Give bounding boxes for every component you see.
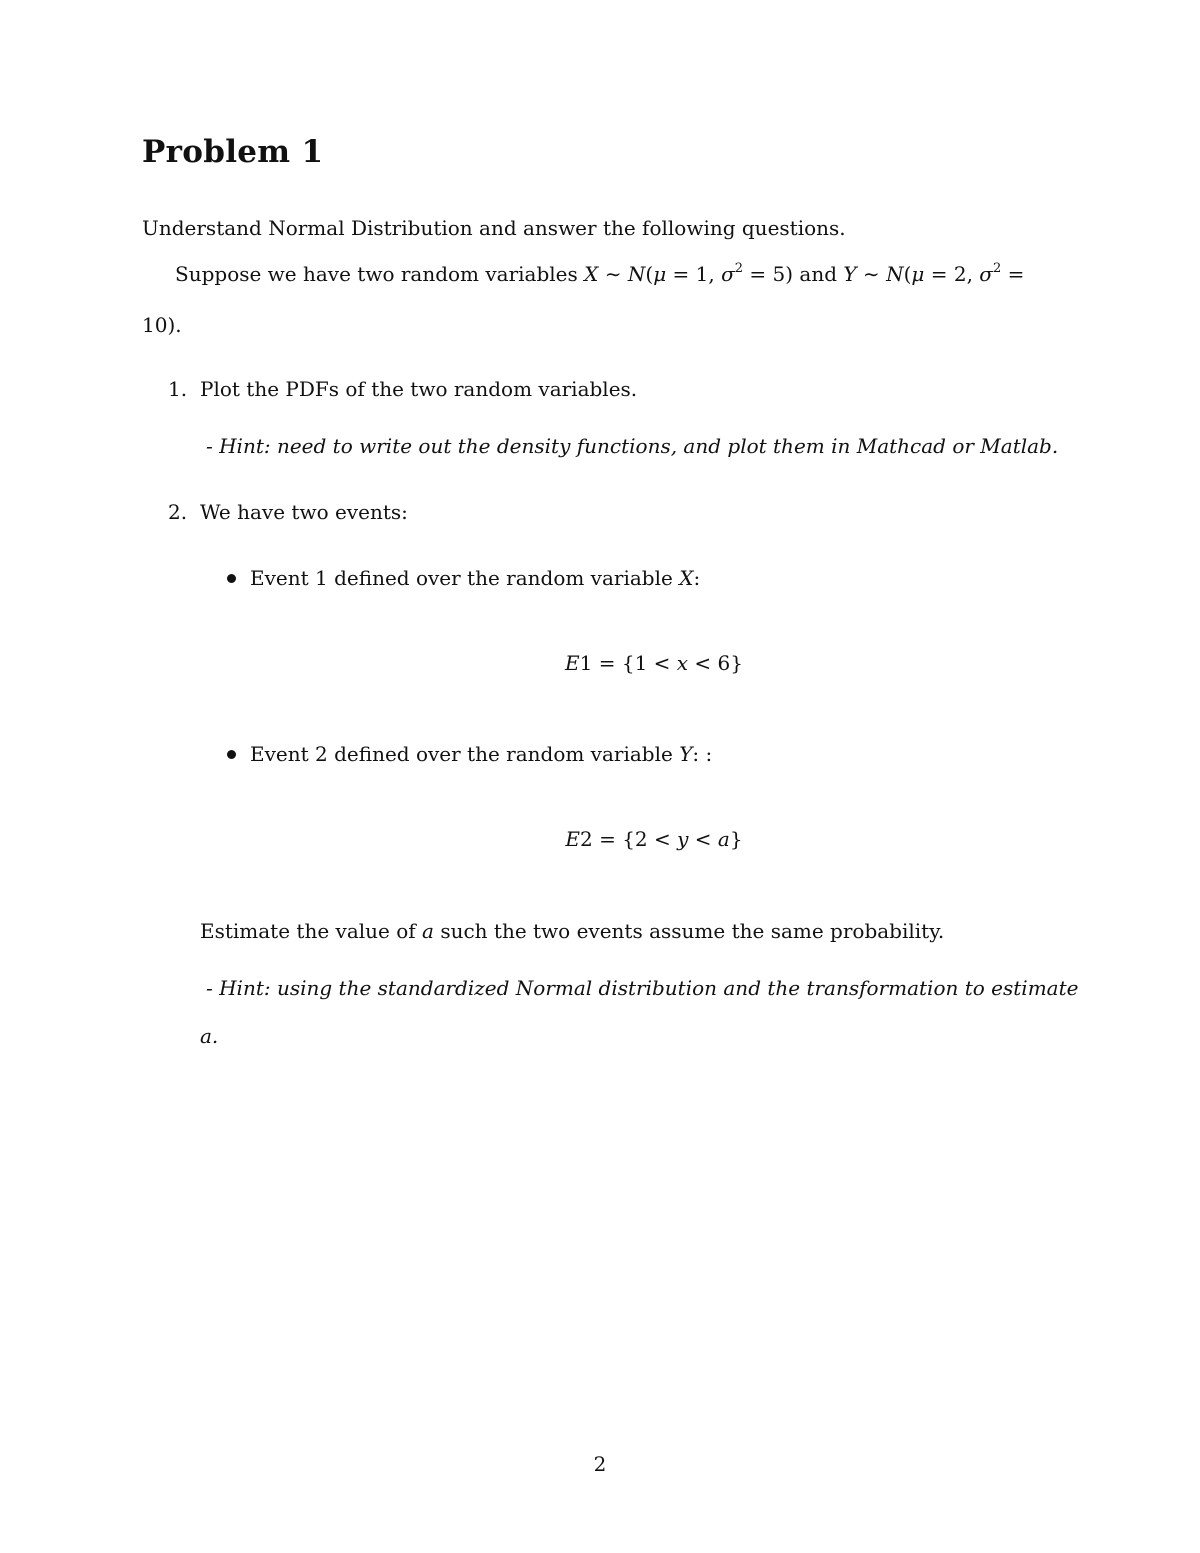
bullet-icon (227, 574, 236, 583)
event2-item (227, 742, 712, 766)
eq1-tail: < 6} (688, 651, 743, 675)
q2-number: 2. (168, 500, 188, 524)
mu-symbol: μ (911, 262, 925, 286)
estimate-line (200, 919, 944, 943)
eq2-mid: < (688, 827, 718, 851)
setup-line (175, 262, 1024, 290)
bullet-icon (227, 750, 236, 759)
sim-symbol: ∼ (856, 262, 887, 286)
q2-text: We have two events: (200, 500, 408, 524)
eq-part: = 2, (924, 262, 980, 286)
paren: ( (645, 262, 654, 286)
sigma-symbol: σ (721, 262, 735, 286)
eq-part: = 5) and (743, 262, 844, 286)
paren: ( (903, 262, 912, 286)
q1-text: Plot the PDFs of the two random variables. (200, 377, 638, 401)
event2-tail: : : (692, 742, 713, 766)
var-x: X (584, 262, 599, 286)
eq2-num: 2 = {2 < (580, 827, 678, 851)
event2-equation (0, 827, 1200, 851)
event1-equation (0, 651, 1200, 675)
normal-n: N (627, 262, 646, 286)
eq1-num: 1 = {1 < (579, 651, 677, 675)
intro-text: Understand Normal Distribution and answer the following questions. (142, 216, 846, 240)
q1-hint: - Hint: need to write out the density functions, and plot them in Mathcad or Matlab. (206, 434, 1059, 458)
setup-lead: Suppose we have two random variables (175, 262, 585, 286)
event1-tail: : (693, 566, 701, 590)
sim-symbol: ∼ (598, 262, 628, 286)
event2-text: Event 2 defined over the random variable (250, 742, 680, 766)
event1-text: Event 1 defined over the random variable (250, 566, 680, 590)
q2-hint-wrap: a. (200, 1024, 219, 1048)
var-y: Y (843, 262, 857, 286)
superscript: 2 (734, 261, 744, 276)
eq2-name: E (565, 827, 580, 851)
event1-item (227, 566, 700, 590)
eq-part: = 1, (666, 262, 722, 286)
eq1-var: x (676, 651, 689, 675)
superscript: 2 (992, 261, 1002, 276)
estimate-var: a (422, 919, 434, 943)
page-number: 2 (593, 1452, 607, 1476)
sigma-symbol: σ (979, 262, 993, 286)
problem-heading: Problem 1 (142, 134, 324, 170)
q2-hint: - Hint: using the standardized Normal distribution and the transformation to estimate (206, 976, 1079, 1000)
q1-number: 1. (168, 377, 188, 401)
mu-symbol: μ (653, 262, 667, 286)
event1-var: X (679, 566, 694, 590)
eq2-tail: } (729, 827, 743, 851)
estimate-tail: such the two events assume the same probability. (433, 919, 945, 943)
eq-part: = (1001, 262, 1025, 286)
event2-var: Y (679, 742, 693, 766)
estimate-lead: Estimate the value of (200, 919, 423, 943)
normal-n: N (886, 262, 904, 286)
eq2-a: a (717, 827, 730, 851)
eq2-var: y (677, 827, 689, 851)
setup-wrap: 10). (142, 313, 182, 337)
eq1-name: E (565, 651, 580, 675)
